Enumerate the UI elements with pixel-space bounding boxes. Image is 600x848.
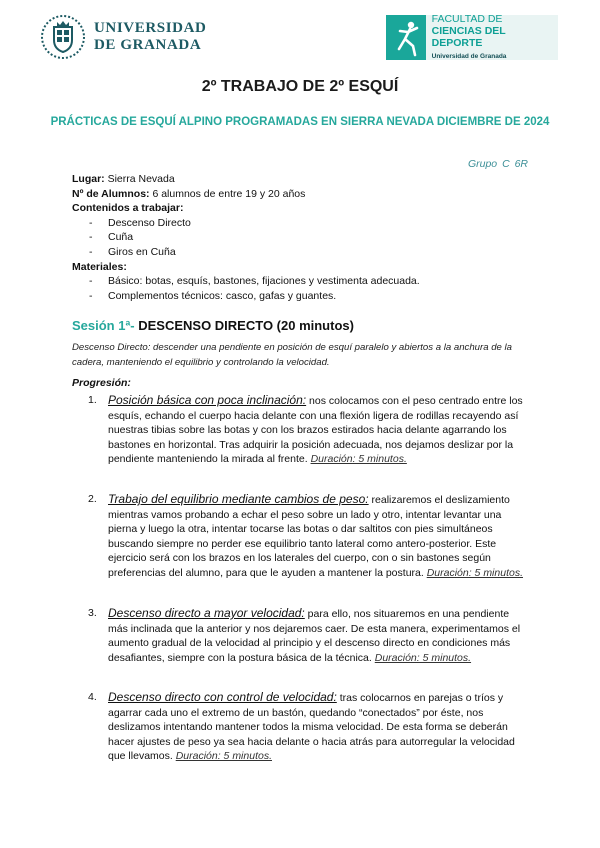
list-item: - Giros en Cuña xyxy=(72,245,542,260)
faculty-mark xyxy=(386,15,426,60)
group-label: Grupo C 6R xyxy=(467,158,528,170)
item-text: tras colocarnos en parejas o tríos y agarrar cada uno el extremo de un bastón, quedando “conectados” por éste, nos deslizamos intentando mantener todos la misma velocidad. De esta forma se deberán hacer ajustes de peso ya sea hacia delante o hacia atrás para autorregular la velocidad que llevamos. xyxy=(108,692,515,763)
item-text: realizaremos el deslizamiento mientras vamos probando a echar el peso sobre un lado y otro, intentar levantar una pierna y luego la otra, intentar tocarse las botas o dar saltitos con pies simultáneos buscando siempre no perder ese equilibrio tanto lateral como antero-posterior. Este ejercicio será con los brazos en los laterales del cuerpo, con o sin bastones según preferencias del alumno, para que le ayuden a mantener la postura. xyxy=(108,494,510,579)
athlete-icon xyxy=(391,19,421,57)
university-crest-icon xyxy=(40,14,86,60)
location-value: Sierra Nevada xyxy=(104,173,175,185)
progression-label: Progresión: xyxy=(72,377,131,389)
item-title: Posición básica con poca inclinación: xyxy=(108,393,307,407)
contents-label: Contenidos a trabajar: xyxy=(72,202,184,215)
students-line xyxy=(72,187,542,202)
list-item: - Cuña xyxy=(72,230,542,245)
item-title: Descenso directo con control de velocidad: xyxy=(108,690,337,704)
contents-list xyxy=(72,216,542,260)
list-item xyxy=(88,690,525,764)
list-item: - Descenso Directo xyxy=(72,216,542,231)
location-line xyxy=(72,172,542,187)
list-item xyxy=(88,393,525,467)
list-item: - Complementos técnicos: casco, gafas y guantes. xyxy=(72,289,542,304)
university-name-line1: UNIVERSIDAD xyxy=(94,20,207,36)
item-title: Descenso directo a mayor velocidad: xyxy=(108,606,305,620)
university-logo xyxy=(40,14,206,60)
item-number: 2. xyxy=(88,493,97,505)
faculty-name-line2: CIENCIAS DEL DEPORTE xyxy=(431,24,506,49)
item-text: nos colocamos con el peso centrado entre los esquís, echando el cuerpo hacia delante con una flexión ligera de rodillas recayendo así nuestras tibias sobre las botas y con los brazos estirados hacia delante agarrando los bastones en horizontal. Tras adquirir la posición adecuada, nos dejamos deslizar por la pendiente manteniendo la mirada al frente. xyxy=(108,395,523,466)
item-duration: Duración: 5 minutos. xyxy=(310,453,407,466)
item-number: 3. xyxy=(88,607,97,619)
list-item xyxy=(88,492,525,581)
session-heading xyxy=(72,318,354,333)
session-title: DESCENSO DIRECTO (20 minutos) xyxy=(134,318,354,333)
location-label: Lugar: xyxy=(72,173,105,185)
materials-label: Materiales: xyxy=(72,260,127,273)
faculty-logo xyxy=(386,12,558,60)
page-subtitle: PRÁCTICAS DE ESQUÍ ALPINO PROGRAMADAS EN SIERRA NEVADA DICIEMBRE DE 2024 xyxy=(50,116,550,128)
students-label: Nº de Alumnos: xyxy=(72,187,150,200)
faculty-name-line1: FACULTAD DE xyxy=(431,12,503,25)
session-intro: Descenso Directo: descender una pendiente en posición de esquí paralelo y abiertos a la anchura de la cadera, manteniendo el equilibrio y controlando la velocidad. xyxy=(72,342,513,368)
item-duration: Duración: 5 minutos. xyxy=(426,566,523,579)
item-number: 1. xyxy=(88,394,97,406)
item-duration: Duración: 5 minutos. xyxy=(374,651,472,664)
session-prefix: Sesión 1ª- xyxy=(72,318,135,333)
item-number: 4. xyxy=(88,691,97,703)
faculty-university: Universidad de Granada xyxy=(431,52,507,60)
item-title: Trabajo del equilibrio mediante cambios de peso: xyxy=(108,492,369,506)
university-name-line2: DE GRANADA xyxy=(94,37,202,53)
materials-list xyxy=(72,274,542,303)
info-section xyxy=(72,172,542,303)
item-text: para ello, nos situaremos en una pendiente más inclinada que la anterior y nos dejaremos caer. De esta manera, experimentamos el aumento gradual de la velocidad al principio y el descenso directo en condiciones más desafiantes, siempre con la postura básica de la técnica. xyxy=(108,608,521,664)
page-title: 2º TRABAJO DE 2º ESQUÍ xyxy=(201,78,399,95)
list-item: - Básico: botas, esquís, bastones, fijaciones y vestimenta adecuada. xyxy=(72,274,542,289)
item-duration: Duración: 5 minutos. xyxy=(175,750,272,763)
students-value: 6 alumnos de entre 19 y 20 años xyxy=(149,187,306,200)
list-item xyxy=(88,606,525,665)
